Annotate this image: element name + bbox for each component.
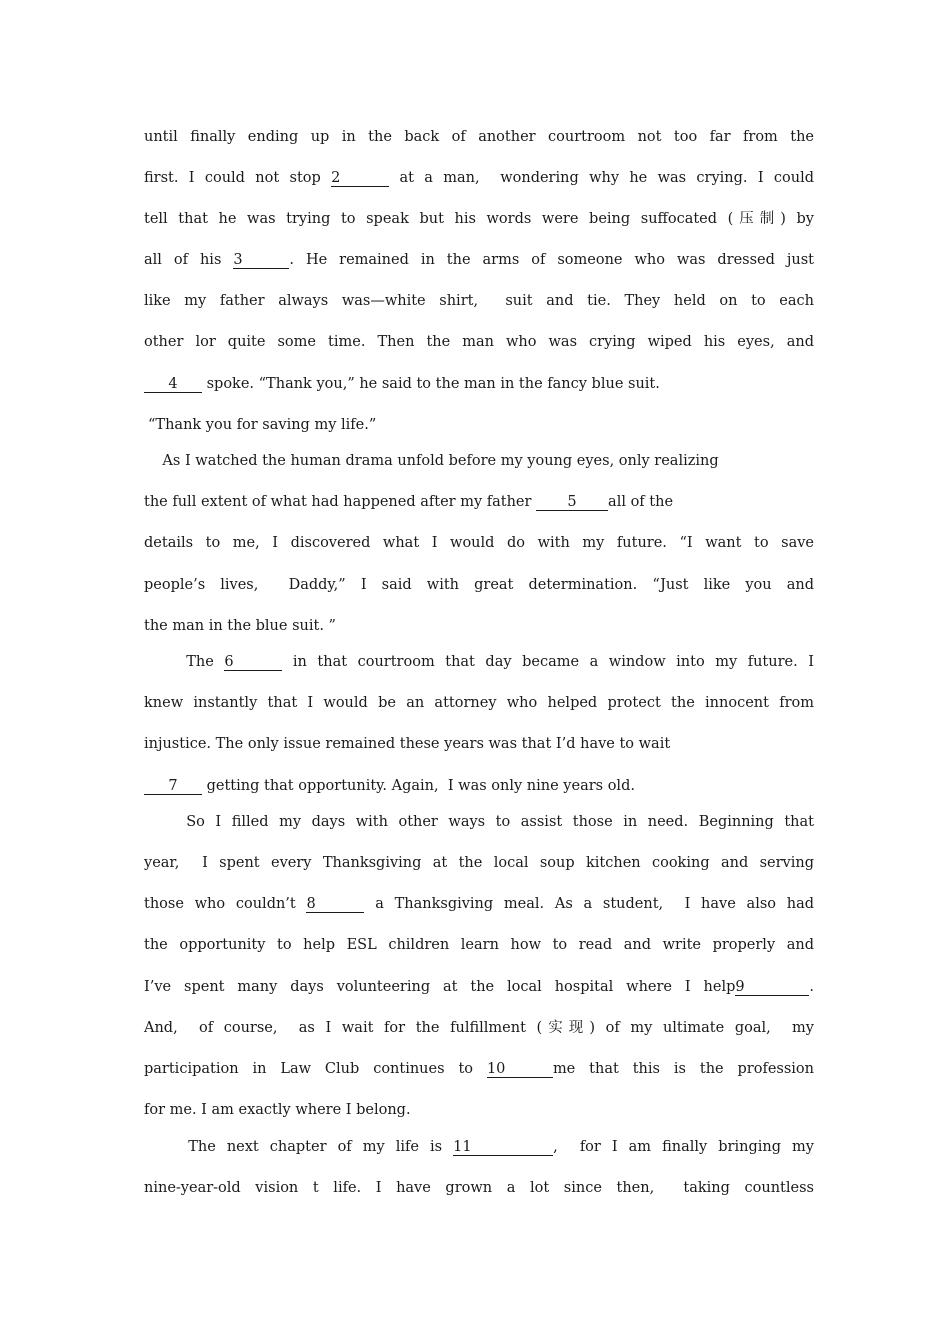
text-line [144, 776, 814, 796]
line-text: spoke. “Thank you,” he said to the man in the fancy blue suit. [202, 376, 660, 392]
text-line [144, 533, 814, 553]
text-line [144, 894, 814, 914]
line-text: . He remained in the arms of someone who was dressed just [289, 252, 814, 268]
line-text: first. I could not stop [144, 170, 332, 186]
answer-blank: 6 [224, 654, 282, 671]
text-line [144, 853, 814, 873]
line-text: participation in Law Club continues to [144, 1061, 487, 1077]
line-text: nine-year-old vision t life. I have grown a lot since then, taking countless [144, 1180, 814, 1196]
text-line [144, 1100, 814, 1120]
line-text: other lor quite some time. Then the man who was crying wiped his eyes, and [144, 334, 814, 350]
line-text: all of his [144, 252, 234, 268]
text-line [144, 209, 814, 229]
line-text: the full extent of what had happened after my father [144, 494, 537, 510]
line-text: for me. I am exactly where I belong. [144, 1102, 411, 1118]
text-line [144, 575, 814, 595]
line-text: “Thank you for saving my life.” [148, 417, 377, 433]
text-line [144, 1018, 814, 1038]
text-line [144, 250, 814, 270]
line-text: me that this is the profession [552, 1061, 815, 1077]
line-text: As I watched the human drama unfold before my young eyes, only realizing [144, 453, 719, 469]
text-line [144, 168, 814, 188]
line-text: all of the [608, 494, 674, 510]
line-text: the opportunity to help ESL children learn how to read and write properly and [144, 937, 814, 953]
line-text: I’ve spent many days volunteering at the local hospital where I help [144, 979, 736, 995]
text-line [144, 693, 814, 713]
text-line [144, 652, 814, 672]
line-text: , for I am finally bringing my [553, 1139, 814, 1155]
line-text: like my father always was—white shirt, suit and tie. They held on to each [144, 293, 814, 309]
line-text: The next chapter of my life is [144, 1139, 454, 1155]
line-text: until finally ending up in the back of another courtroom not too far from the [144, 129, 814, 145]
line-text: knew instantly that I would be an attorney who helped protect the innocent from [144, 695, 814, 711]
line-text: in that courtroom that day became a window into my future. I [282, 654, 815, 670]
text-line [144, 127, 814, 147]
answer-blank: 5 [536, 494, 608, 511]
line-text: . [809, 979, 814, 995]
line-text: those who couldn’t [144, 896, 307, 912]
answer-blank: 2 [331, 170, 389, 187]
text-line [144, 332, 814, 352]
line-text: at a man, wondering why he was crying. I could [389, 170, 814, 186]
text-line [144, 734, 814, 754]
answer-blank: 8 [306, 896, 364, 913]
text-line [148, 415, 818, 435]
line-text: tell that he was trying to speak but his words were being suffocated (压制) by [144, 211, 814, 227]
text-line [144, 977, 814, 997]
text-line [144, 935, 814, 955]
answer-blank: 4 [144, 376, 202, 393]
answer-blank: 10 [487, 1061, 553, 1078]
text-line [144, 812, 814, 832]
line-text: And, of course, as I wait for the fulfillment (实现) of my ultimate goal, my [144, 1020, 814, 1036]
answer-blank: 7 [144, 778, 202, 795]
text-line [144, 1137, 814, 1157]
text-line [144, 1178, 814, 1198]
line-text: the man in the blue suit. ” [144, 618, 336, 634]
answer-blank: 9 [735, 979, 809, 996]
text-line [144, 1059, 814, 1079]
line-text: year, I spent every Thanksgiving at the local soup kitchen cooking and serving [144, 855, 814, 871]
line-text: people’s lives, Daddy,” I said with great determination. “Just like you and [144, 577, 814, 593]
answer-blank: 3 [233, 252, 289, 269]
line-text: The [144, 654, 225, 670]
text-line [144, 616, 814, 636]
line-text: a Thanksgiving meal. As a student, I have also had [364, 896, 814, 912]
line-text: injustice. The only issue remained these years was that I’d have to wait [144, 736, 671, 752]
answer-blank: 11 [453, 1139, 553, 1156]
text-line [144, 291, 814, 311]
text-line [144, 492, 814, 512]
line-text: So I filled my days with other ways to assist those in need. Beginning that [144, 814, 814, 830]
text-line [144, 374, 814, 394]
text-line [144, 451, 814, 471]
line-text: getting that opportunity. Again, I was only nine years old. [202, 778, 635, 794]
line-text: details to me, I discovered what I would do with my future. “I want to save [144, 535, 814, 551]
